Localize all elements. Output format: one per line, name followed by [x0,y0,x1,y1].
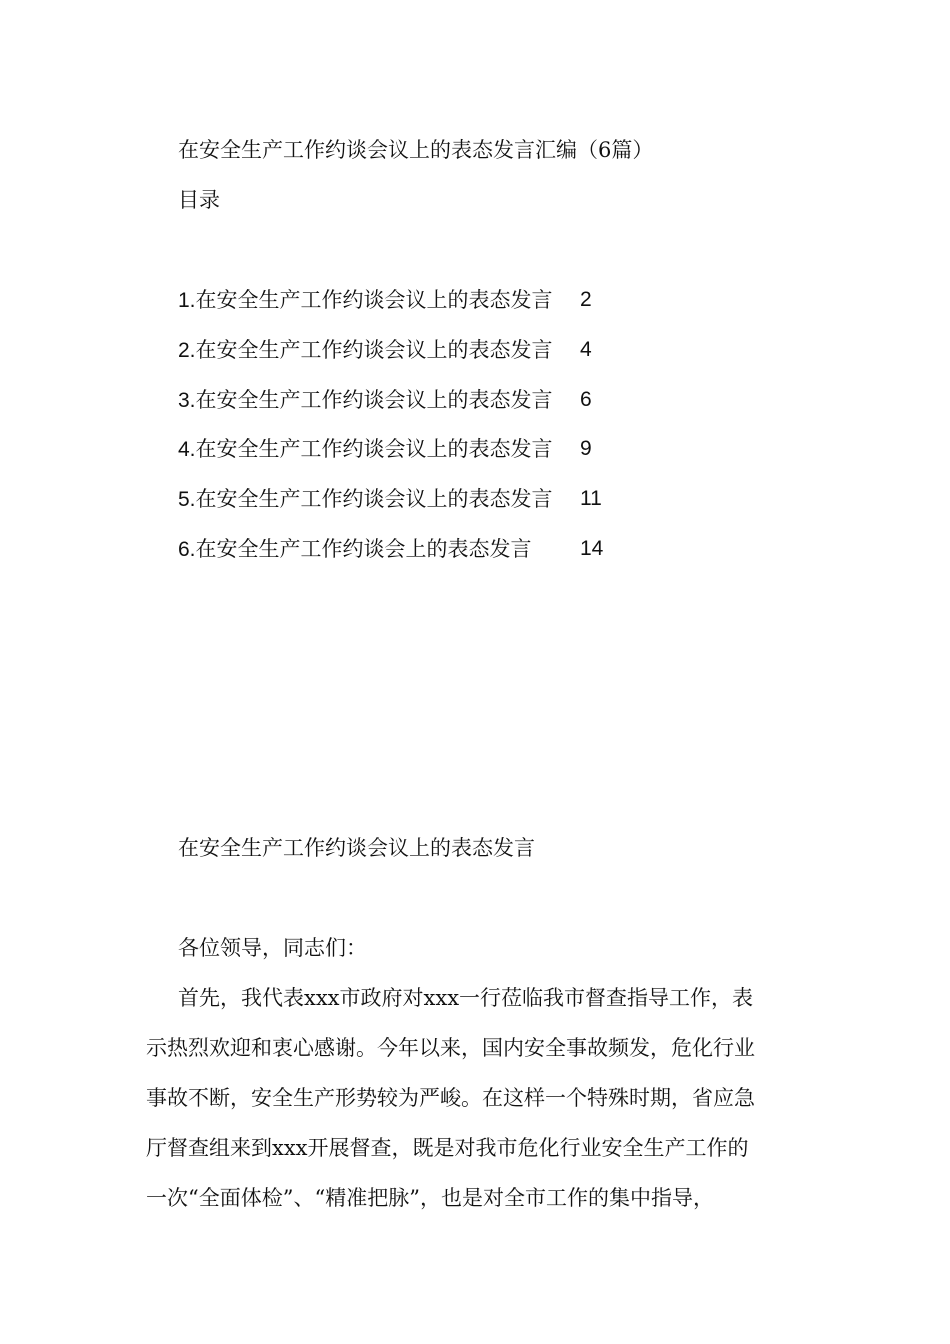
toc-item-text: 在安全生产工作约谈会议上的表态发言 [195,288,553,312]
toc-item-page: 6 [580,388,592,411]
toc-item-number: 4. [178,438,196,461]
toc-item[interactable] [178,435,592,464]
toc-item[interactable] [178,535,604,564]
salutation: 各位领导，同志们： [178,936,367,960]
body-line: 一次“全面体检”、“精准把脉”，也是对全市工作的集中指导， [146,1186,714,1210]
toc-item[interactable] [178,336,592,365]
toc-item-text: 在安全生产工作约谈会议上的表态发言 [195,388,553,412]
toc-item-number: 3. [178,389,196,412]
body-line: 首先，我代表xxx市政府对xxx一行莅临我市督查指导工作，表 [178,986,754,1010]
toc-heading: 目录 [178,188,220,212]
toc-item-text: 在安全生产工作约谈会议上的表态发言 [195,487,553,511]
toc-item-text: 在安全生产工作约谈会议上的表态发言 [195,338,553,362]
body-line: 厅督查组来到xxx开展督查，既是对我市危化行业安全生产工作的 [146,1136,749,1160]
toc-item-text: 在安全生产工作约谈会议上的表态发言 [195,437,553,461]
section-title: 在安全生产工作约谈会议上的表态发言 [178,836,535,860]
toc-item[interactable] [178,386,592,415]
toc-item-page: 4 [580,338,592,361]
toc-item-page: 11 [580,487,602,510]
toc-item[interactable] [178,286,592,315]
toc-item-number: 5. [178,488,196,511]
document-title: 在安全生产工作约谈会议上的表态发言汇编（6篇） [178,138,654,162]
toc-item-number: 6. [178,538,196,561]
body-line: 示热烈欢迎和衷心感谢。今年以来，国内安全事故频发，危化行业 [146,1036,755,1060]
toc-item-page: 9 [580,437,592,460]
toc-item[interactable] [178,485,602,514]
toc-item-number: 2. [178,339,196,362]
toc-item-text: 在安全生产工作约谈会上的表态发言 [195,537,532,561]
toc-item-number: 1. [178,289,196,312]
toc-item-page: 14 [580,537,604,560]
toc-item-page: 2 [580,288,592,311]
body-line: 事故不断，安全生产形势较为严峻。在这样一个特殊时期，省应急 [146,1086,755,1110]
